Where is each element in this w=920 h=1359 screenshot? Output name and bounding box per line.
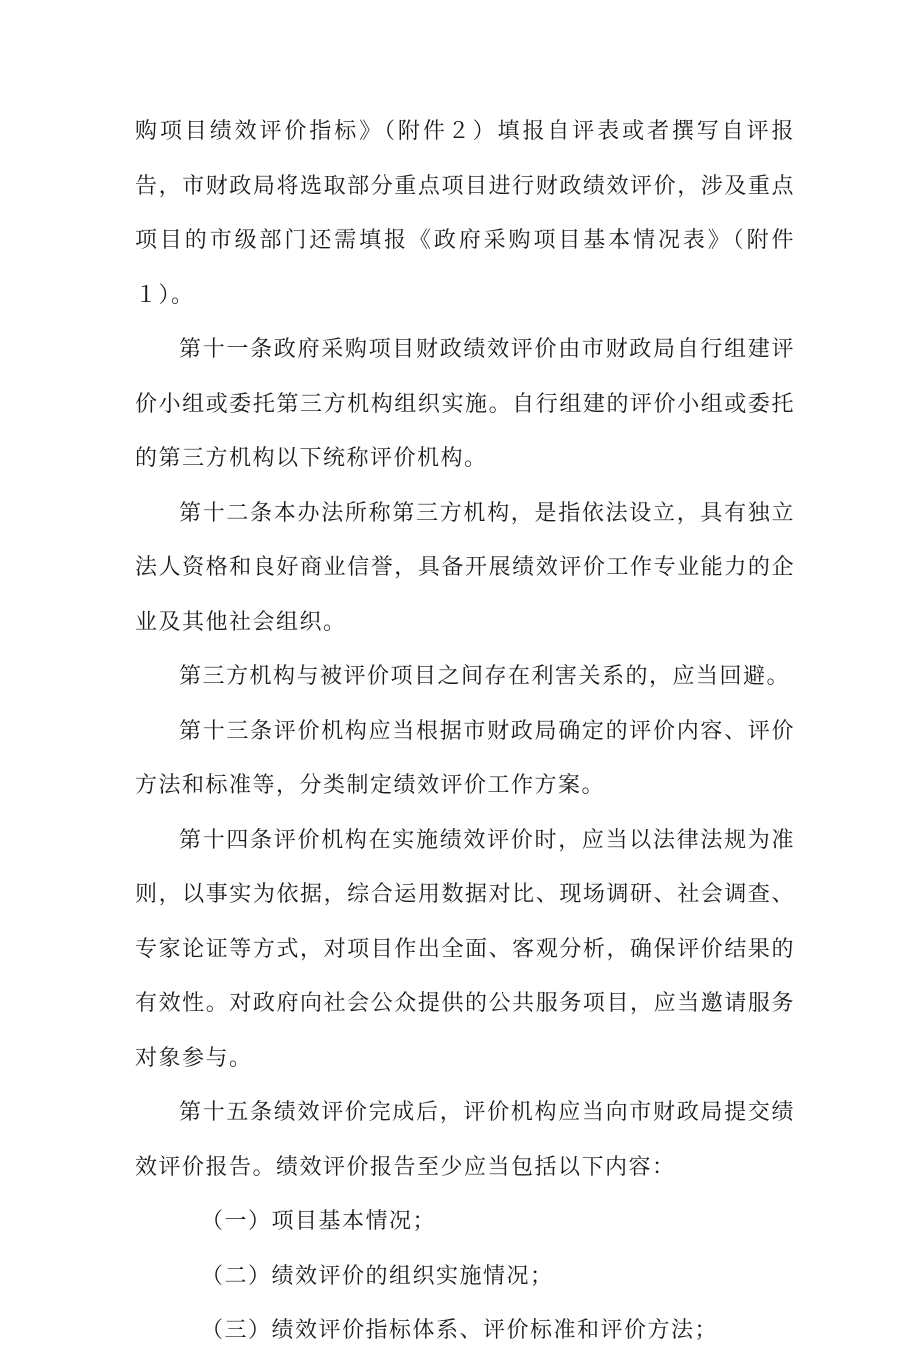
paragraph-article-14: 第十四条评价机构在实施绩效评价时，应当以法律法规为准则，以事实为依据，综合运用数据对比、现场调研、社会调查、专家论证等方式，对项目作出全面、客观分析，确保评价结果的有效性。对政府向社会公众提供的公共服务项目，应当邀请服务对象参与。 (135, 827, 795, 1071)
list-item-1: （一）项目基本情况； (201, 1209, 437, 1234)
paragraph-recusal: 第三方机构与被评价项目之间存在利害关系的，应当回避。 (179, 664, 791, 689)
list-item-3: （三）绩效评价指标体系、评价标准和评价方法； (201, 1318, 719, 1343)
paragraph-continued: 购项目绩效评价指标》（附件２）填报自评表或者撰写自评报告，市财政局将选取部分重点项目进行财政绩效评价，涉及重点项目的市级部门还需填报《政府采购项目基本情况表》（附件１）。 (135, 119, 795, 308)
paragraph-article-15: 第十五条绩效评价完成后，评价机构应当向市财政局提交绩效评价报告。绩效评价报告至少应当包括以下内容： (135, 1100, 795, 1180)
paragraph-article-12: 第十二条本办法所称第三方机构，是指依法设立，具有独立法人资格和良好商业信誉，具备开展绩效评价工作专业能力的企业及其他社会组织。 (135, 500, 795, 635)
document-body (135, 105, 795, 1359)
list-item-2: （二）绩效评价的组织实施情况； (201, 1263, 554, 1289)
paragraph-article-13: 第十三条评价机构应当根据市财政局确定的评价内容、评价方法和标准等，分类制定绩效评价工作方案。 (135, 718, 795, 798)
paragraph-article-11: 第十一条政府采购项目财政绩效评价由市财政局自行组建评价小组或委托第三方机构组织实施。自行组建的评价小组或委托的第三方机构以下统称评价机构。 (135, 337, 795, 471)
